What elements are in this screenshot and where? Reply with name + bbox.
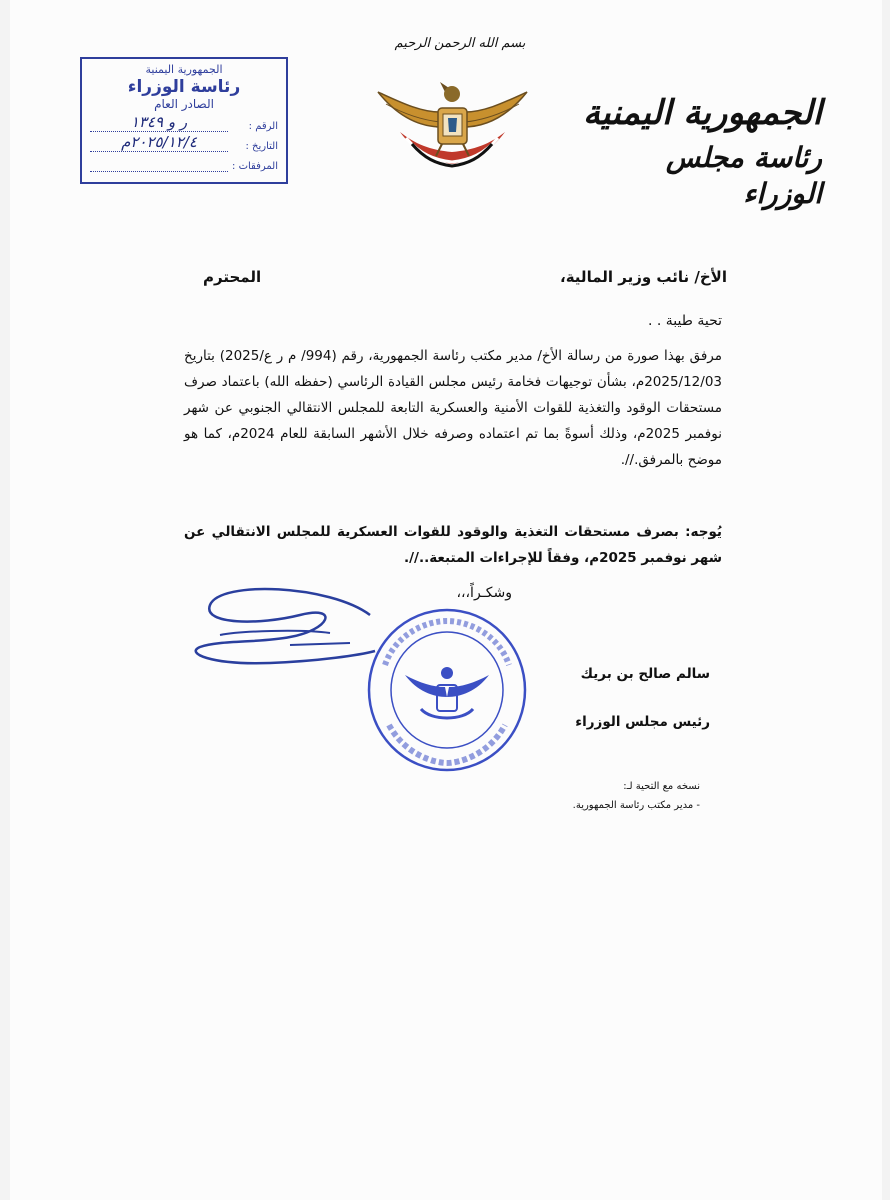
handwritten-signature-icon	[180, 585, 380, 695]
copy-to-item: - مدير مكتب رئاسة الجمهورية.	[572, 800, 700, 811]
number-label: الرقم :	[248, 121, 278, 132]
stamp-line-presidency: رئاسة الوزراء	[127, 77, 241, 97]
date-label: التاريخ :	[245, 141, 278, 152]
reference-stamp-box	[80, 57, 288, 184]
stamp-line-republic: الجمهورية اليمنية	[145, 63, 223, 76]
header-title: الجمهورية اليمنية	[582, 93, 822, 133]
attachments-value	[90, 171, 228, 172]
stamp-number-row	[90, 112, 278, 132]
respect-label: المحترم	[203, 268, 262, 286]
stamp-line-outgoing: الصادر العام	[154, 97, 214, 111]
signatory-title: رئيس مجلس الوزراء	[575, 714, 710, 730]
header-subtitle: رئاسة مجلس الوزراء	[665, 141, 822, 210]
date-value: ٢٠٢٥/١٢/٤م	[90, 133, 228, 152]
letter-paragraph: مرفق بهذا صورة من رسالة الأخ/ مدير مكتب رئاسة الجمهورية، رقم (994/ م ر ع/2025) بتاريخ 2025/12/03م، بشأن توجيهات فخامة رئيس مجلس القيادة الرئاسي (حفظه الله) باعتماد صرف مستحقات الوقود والتغذية للقوات الأمنية والعسكرية التابعة للمجلس الانتقالي الجنوبي عن شهر نوفمبر 2025م، وذلك أسوةً بما تم اعتماده وصرفه خلال الأشهر السابقة للعام 2024م، كما هو موضح بالمرفق.//.	[184, 348, 722, 468]
stamp-attachments-row	[90, 152, 278, 172]
directive-paragraph: يُوجه: بصرف مستحقات التغذية والوقود للقوات العسكرية للمجلس الانتقالي عن شهر نوفمبر 2025م، وفقاً للإجراءات المتبعة..//.	[184, 524, 722, 566]
copy-to-heading: نسخه مع التحية لـ:	[623, 781, 700, 792]
document-page	[10, 0, 882, 1200]
stamp-date-row	[90, 132, 278, 152]
official-seal-icon	[365, 605, 530, 775]
signatory-name: سالم صالح بن بريك	[580, 666, 710, 682]
greeting: تحية طيبة . .	[647, 313, 722, 329]
basmala: بسم الله الرحمن الرحيم	[394, 36, 526, 51]
addressee: الأخ/ نائب وزير المالية،	[560, 268, 727, 286]
eagle-emblem-icon	[370, 72, 535, 182]
thanks-line: وشكـراً،،،	[456, 585, 512, 601]
attachments-label: المرفقات :	[232, 161, 278, 172]
number-value: ر و ١٣٤٩	[90, 113, 228, 132]
